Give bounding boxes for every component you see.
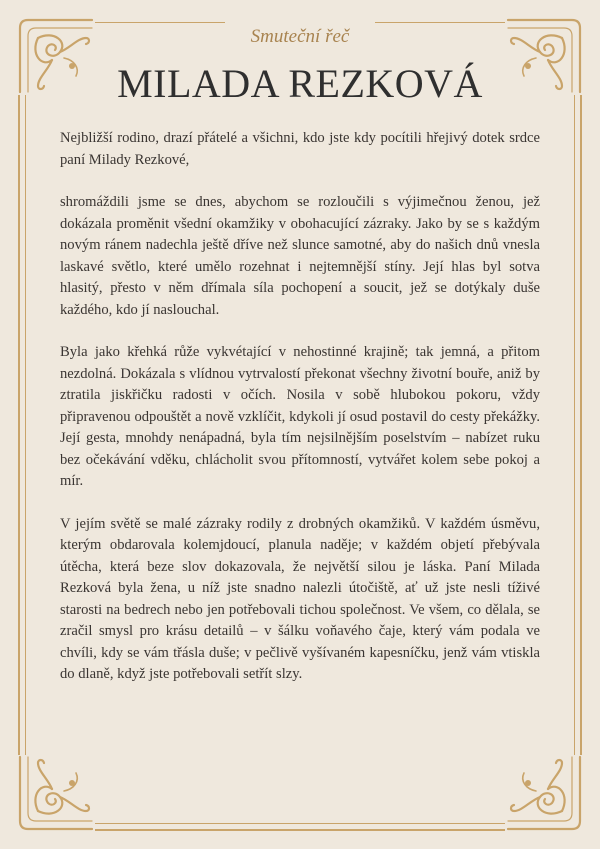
corner-ornament-bottom-right: [506, 755, 592, 841]
paragraph: shromáždili jsme se dnes, abychom se rozloučili s výjimečnou ženou, jež dokázala proměnit všední okamžiky v obohacující zázraky. Jako by se s každým novým ránem nadechla ještě dříve než slunce samotné, aby do našich dnů vnesla laskavé světlo, které umělo rozehnat i nejtemnější stíny. Její hlas byl sotva hlasitý, přesto v něm dřímala síla pochopení a soucit, jež se dotýkaly duše každého, kdo jí naslouchal.: [60, 194, 540, 318]
frame-top-right-line: [375, 22, 505, 23]
document-title: MILADA REZKOVÁ: [117, 61, 483, 106]
frame-bottom-inner-line: [95, 823, 505, 824]
frame-right-inner-line: [574, 95, 575, 755]
paragraph-greeting: Nejbližší rodino, drazí přátelé a všichni, kdo jste kdy pocítili hřejivý dotek srdce paní Milady Rezkové,: [60, 130, 540, 168]
frame-top-left-line: [95, 22, 225, 23]
frame-left-outer-line: [18, 95, 20, 755]
paragraph: V jejím světě se malé zázraky rodily z drobných okamžiků. V každém úsměvu, kterým obdarovala kolemjdoucí, planula naděje; v každém objetí přebývala útěcha, která beze slov dokazovala, že největší silou je láska. Paní Milada Rezková byla žena, u níž jste snadno nalezli útočiště, ať už jste nesli tíživé starosti na bedrech nebo jen potřebovali tichou společnost. Ve všem, co dělala, se zračil smysl pro krásu detailů – v šálku voňavého čaje, který vám podala ve chvíli, kdy se vám třásla duše; v pečlivě vyšívaném kapesníčku, jenž vám vtiskla do dlaně, když jste potřebovali setřít slzy.: [60, 515, 540, 682]
frame-right-outer-line: [580, 95, 582, 755]
paragraph: Byla jako křehká růže vykvétající v nehostinné krajině; tak jemná, a přitom nezdolná. Dokázala s vlídnou vytrvalostí překonat všechny životní bouře, aniž by ztratila jiskřičku radosti v očích. Nosila v sobě hlubokou pokoru, vždy připravenou odpouštět a nově vzklíčit, kdykoli jí osud postavil do cesty překážky. Její gesta, mnohdy nenápadná, byla tím nejsilnějším poselstvím – nabízet ruku bez očekávání vděku, chlácholit svou přítomností, vytvářet kolem sebe pokoj a mír.: [60, 344, 540, 489]
frame-left-inner-line: [25, 95, 26, 755]
document-subtitle: Smuteční řeč: [250, 26, 350, 47]
speech-body: [60, 128, 540, 707]
frame-bottom-outer-line: [95, 829, 505, 831]
corner-ornament-bottom-left: [8, 755, 94, 841]
